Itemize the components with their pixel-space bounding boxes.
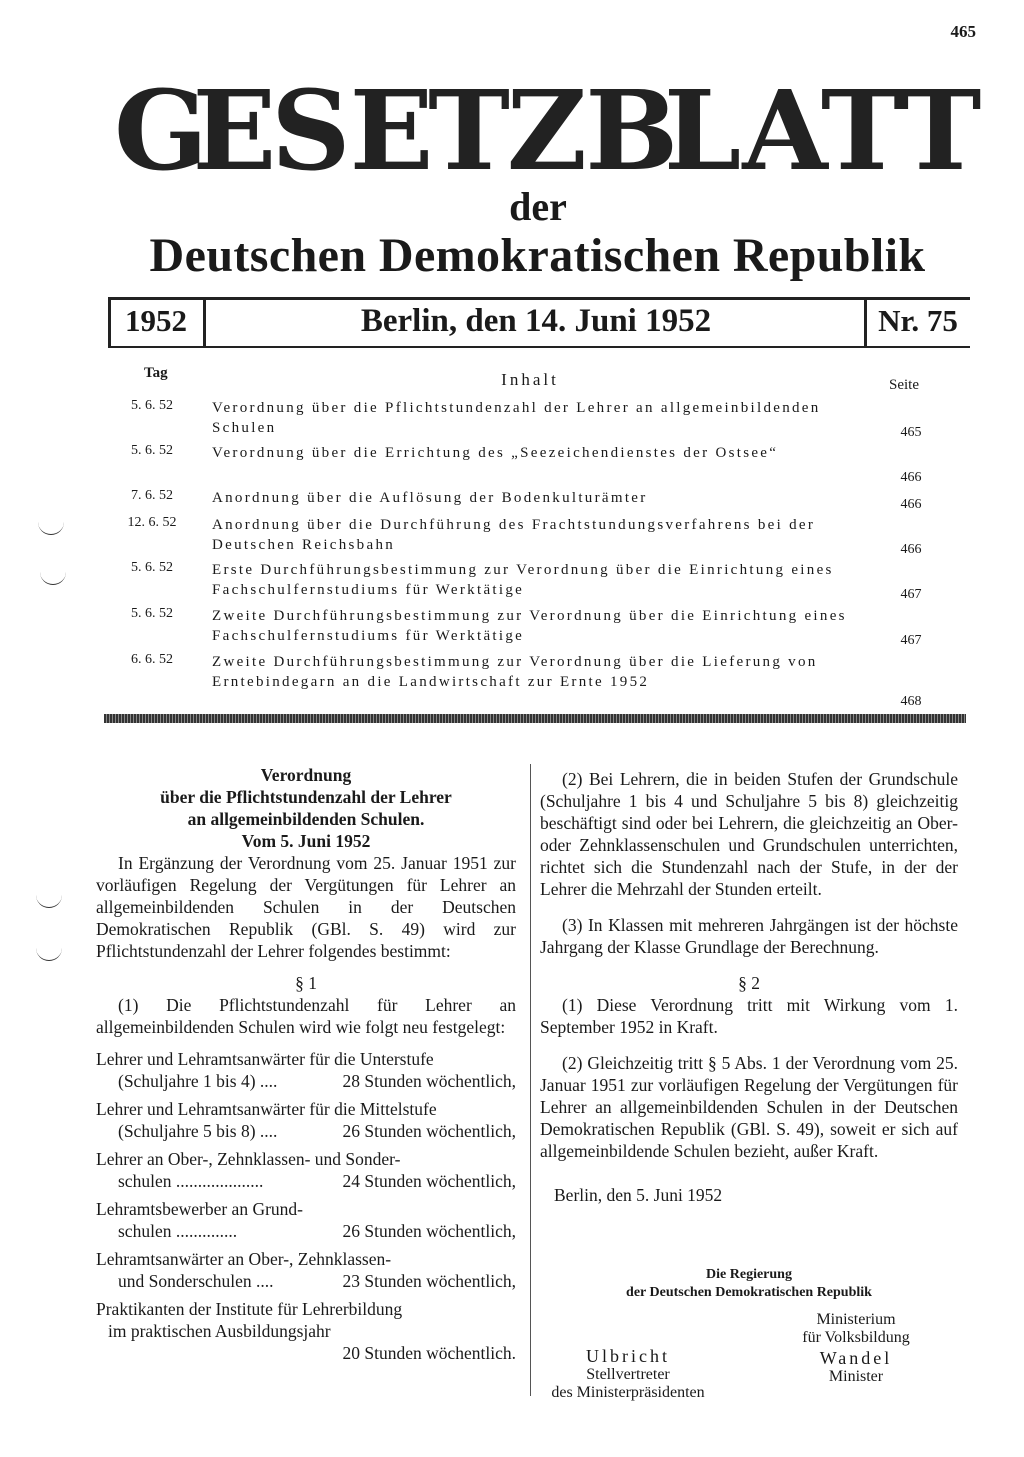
- rate-hours: 28 Stunden wöchentlich,: [342, 1071, 516, 1091]
- toc-page: 466: [900, 542, 922, 557]
- toc-page: 465: [900, 425, 922, 440]
- section-separator-rule: [104, 714, 966, 723]
- issue-place-date: Berlin, den 14. Juni 1952: [360, 303, 712, 339]
- signatory-role: des Ministerpräsidenten: [551, 1384, 705, 1401]
- masthead-letter: G: [114, 66, 208, 195]
- ordinance-preamble: In Ergänzung der Verordnung vom 25. Januar 1951 zur vorläufigen Regelung der Vergütungen für Lehrer an allgemeinbildenden Schulen in der Deutschen Demokratischen Republik (GBl. S. 49) wird zur Pflichtstundenzahl der Lehrer folgendes bestimmt:: [96, 853, 516, 961]
- rate-hours: 26 Stunden wöchentlich,: [342, 1221, 516, 1241]
- toc-page: 466: [900, 497, 922, 512]
- issue-bar-divider: [108, 297, 111, 348]
- ordinance-left-column: [96, 764, 516, 1364]
- toc-date: 5. 6. 52: [131, 398, 173, 413]
- rate-label: Praktikanten der Institute für Lehrerbildung: [96, 1299, 403, 1319]
- margin-mark: [38, 522, 64, 535]
- rate-entry: [96, 1198, 516, 1242]
- rate-entry: [96, 1248, 516, 1292]
- rate-label: und Sonderschulen ....: [118, 1271, 274, 1291]
- signatory-role: Minister: [828, 1368, 884, 1385]
- rate-hours: 23 Stunden wöchentlich,: [342, 1271, 516, 1291]
- ordinance-paragraph: (3) In Klassen mit mehreren Jahrgängen ist der höchste Jahrgang der Klasse Grundlage der Berechnung.: [540, 915, 958, 957]
- toc-entry: Anordnung über die Durchführung des Frachtstundungsverfahrens bei der Deutschen Reichsbahn: [212, 517, 816, 553]
- rate-label: (Schuljahre 5 bis 8) ....: [118, 1121, 278, 1141]
- toc-date: 5. 6. 52: [131, 560, 173, 575]
- masthead-letter: T: [899, 66, 982, 195]
- rate-label: Lehrer und Lehramtsanwärter für die Mittelstufe: [96, 1099, 437, 1119]
- ordinance-paragraph: (2) Gleichzeitig tritt § 5 Abs. 1 der Verordnung vom 25. Januar 1951 zur vorläufigen Regelung der Vergütungen für Lehrer an allgemeinbildenden Schulen in der Deutschen Demokratischen Republik (GBl. S. 49), soweit er sich auf allgemeinbildende Schulen bezieht, außer Kraft.: [540, 1053, 958, 1161]
- rate-label: Lehramtsanwärter an Ober-, Zehnklassen-: [96, 1249, 392, 1269]
- issue-number: Nr. 75: [878, 303, 958, 338]
- rate-hours: 26 Stunden wöchentlich,: [342, 1121, 516, 1141]
- rate-label: schulen ....................: [118, 1171, 264, 1191]
- signatory-name: Ulbricht: [586, 1346, 670, 1366]
- masthead-der: der: [509, 184, 567, 229]
- rate-label: (Schuljahre 1 bis 4) ....: [118, 1071, 278, 1091]
- ordinance-place-date: Berlin, den 5. Juni 1952: [554, 1185, 723, 1205]
- toc-entry: Verordnung über die Errichtung des „Seezeichendienstes der Ostsee“: [212, 445, 779, 461]
- signatory-name: Wandel: [819, 1348, 893, 1368]
- rate-entry: [96, 1048, 516, 1092]
- toc-date: 12. 6. 52: [127, 515, 177, 530]
- toc-page: 467: [900, 587, 922, 602]
- section-title: § 1: [295, 973, 317, 993]
- signature-government: [540, 1266, 958, 1302]
- contents-page-header: Seite: [889, 377, 919, 393]
- signature-ministry-line: für Volksbildung: [802, 1329, 910, 1346]
- margin-mark: [40, 572, 66, 585]
- toc-entry: Anordnung über die Auflösung der Bodenkulturämter: [212, 490, 648, 506]
- page-number: 465: [950, 22, 976, 41]
- rate-label: Lehrer an Ober-, Zehnklassen- und Sonder-: [96, 1149, 401, 1169]
- toc-entry: Zweite Durchführungsbestimmung zur Verordnung über die Lieferung von Erntebindegarn an die Landwirtschaft zur Ernte 1952: [212, 654, 818, 690]
- margin-mark: [36, 948, 62, 961]
- signature-ministry-line: Ministerium: [816, 1311, 896, 1328]
- rate-entry: [96, 1298, 516, 1364]
- ordinance-paragraph: (1) Diese Verordnung tritt mit Wirkung vom 1. September 1952 in Kraft.: [540, 995, 958, 1037]
- contents-date-header: Tag: [144, 365, 168, 381]
- rate-label: im praktischen Ausbildungsjahr: [108, 1321, 331, 1341]
- ordinance-paragraph: (1) Die Pflichtstundenzahl für Lehrer an allgemeinbildenden Schulen wird wie folgt neu festgelegt:: [96, 995, 516, 1037]
- ordinance-right-column: [540, 768, 958, 1206]
- toc-entry: Erste Durchführungsbestimmung zur Verordnung über die Einrichtung eines Fachschulfernstudiums für Werktätige: [212, 562, 834, 598]
- ordinance-date: Vom 5. Juni 1952: [241, 831, 371, 851]
- signature-ministry: [790, 1311, 922, 1347]
- rate-entry: [96, 1148, 516, 1192]
- ordinance-heading: an allgemeinbildenden Schulen.: [187, 809, 425, 829]
- signature-government-line: Die Regierung: [706, 1267, 792, 1282]
- rate-entry: [96, 1098, 516, 1142]
- rate-label: Lehramtsbewerber an Grund-: [96, 1199, 303, 1219]
- issue-bar-top-rule: [108, 297, 970, 300]
- column-divider: [530, 764, 531, 1396]
- issue-bar-divider: [203, 297, 206, 348]
- toc-page: 466: [900, 470, 922, 485]
- masthead-title: [110, 62, 982, 200]
- margin-mark: [36, 895, 62, 908]
- issue-bar-bottom-rule: [108, 346, 970, 348]
- toc-page: 468: [900, 694, 922, 709]
- toc-date: 5. 6. 52: [131, 606, 173, 621]
- issue-bar-divider: [864, 297, 867, 348]
- toc-date: 6. 6. 52: [131, 652, 173, 667]
- signature-government-line: der Deutschen Demokratischen Republik: [626, 1285, 872, 1300]
- issue-year: 1952: [125, 303, 187, 338]
- masthead-letter: Z: [506, 66, 588, 195]
- masthead-letter: S: [271, 66, 351, 195]
- ordinance-paragraph: (2) Bei Lehrern, die in beiden Stufen der Grundschule (Schuljahre 1 bis 4 und Schuljahre 5 bis 8) gleichzeitig beschäftigt sind oder bei Lehrern, die gleichzeitig an Ober- oder Zehnklassenschulen und Grundschulen unterrichten, richtet sich die Stundenzahl nach der Stufe, in der der Lehrer die Mehrzahl der Stunden erteilt.: [540, 769, 958, 899]
- masthead-letter: E: [192, 66, 277, 195]
- contents-title: Inhalt: [501, 370, 559, 389]
- ordinance-heading: über die Pflichtstundenzahl der Lehrer: [160, 787, 452, 807]
- masthead-republic: Deutschen Demokratischen Republik: [149, 229, 926, 282]
- masthead-letter: E: [349, 66, 434, 195]
- masthead-letter: T: [820, 66, 903, 195]
- rate-hours: 20 Stunden wöchentlich.: [342, 1343, 516, 1363]
- signature-right: [790, 1348, 922, 1386]
- toc-date: 5. 6. 52: [131, 443, 173, 458]
- masthead-letter: A: [742, 66, 828, 195]
- toc-entry: Verordnung über die Pflichtstundenzahl der Lehrer an allgemeinbildenden Schulen: [212, 400, 821, 436]
- toc-page: 467: [900, 633, 922, 648]
- rate-label: Lehrer und Lehramtsanwärter für die Unterstufe: [96, 1049, 434, 1069]
- section-title: § 2: [738, 973, 760, 993]
- masthead-letter: T: [428, 66, 511, 195]
- toc-entry: Zweite Durchführungsbestimmung zur Verordnung über die Einrichtung eines Fachschulfernstudiums für Werktätige: [212, 608, 847, 644]
- masthead-letter: L: [663, 66, 742, 195]
- rate-hours: 24 Stunden wöchentlich,: [342, 1171, 516, 1191]
- masthead-letter: B: [585, 66, 679, 195]
- ordinance-heading: Verordnung: [260, 765, 352, 785]
- toc-date: 7. 6. 52: [131, 488, 173, 503]
- rate-label: schulen ..............: [118, 1221, 238, 1241]
- signatory-role: Stellvertreter: [586, 1366, 670, 1383]
- signature-left: [530, 1346, 726, 1402]
